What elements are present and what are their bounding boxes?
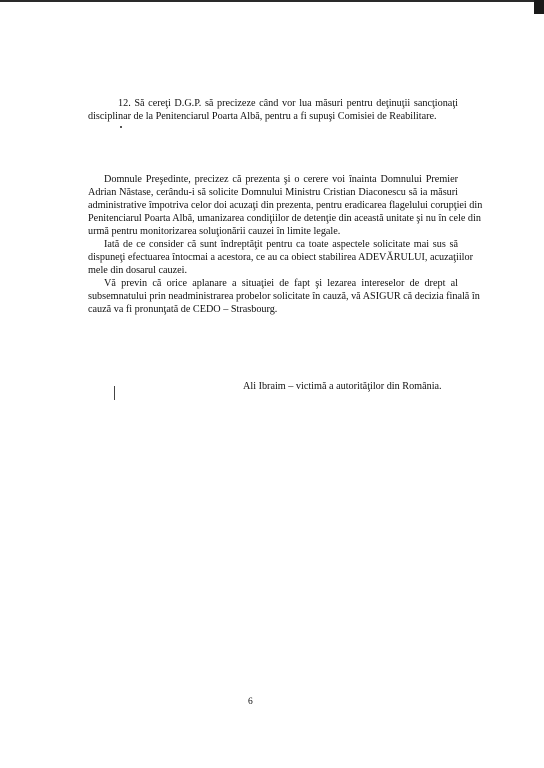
paragraph-1-line-2: Adrian Năstase, cerându-i să solicite Domnului Ministru Cristian Diaconescu să ia măsuri [88, 187, 458, 198]
paragraph-2-line-2: dispuneţi efectuarea întocmai a acestora, ce au ca obiect stabilirea ADEVĂRULUI, acuzaţiilor [88, 252, 473, 263]
scan-mark [114, 386, 115, 400]
paragraph-3-line-3: cauză va fi pronunţată de CEDO – Strasbourg. [88, 304, 278, 315]
scan-speck [120, 126, 122, 128]
paragraph-1-line-4: Penitenciarul Poarta Albă, umanizarea condiţiilor de detenţie din această unitate şi nu în cele din [88, 213, 481, 224]
paragraph-1-line-5: urmă pentru monitorizarea soluţionării cauzei în limite legale. [88, 226, 341, 237]
paragraph-3-line-1: Vă previn că orice aplanare a situaţiei de fapt şi lezarea intereselor de drept al [104, 278, 458, 289]
paragraph-1-line-3: administrative împotriva celor doi acuzaţi din prezenta, pentru eradicarea flagelului corupţiei din [88, 200, 483, 211]
page-top-edge [0, 0, 544, 2]
item-12-line-1: 12. Să cereţi D.G.P. să precizeze când vor lua măsuri pentru deţinuţii sancţionaţi [118, 98, 458, 109]
item-12-paragraph [88, 97, 458, 123]
page-number: 6 [248, 697, 253, 707]
signature-line: Ali Ibraim – victimă a autorităţilor din România. [243, 381, 442, 392]
scan-corner-mark [534, 0, 544, 14]
paragraph-2-line-3: mele din dosarul cauzei. [88, 265, 188, 276]
paragraph-1-line-1: Domnule Preşedinte, precizez că prezenta şi o cerere voi înainta Domnului Premier [104, 174, 458, 185]
paragraph-2-line-1: Iată de ce consider că sunt îndreptăţit pentru ca toate aspectele solicitate mai sus să [104, 239, 458, 250]
paragraph-3-line-2: subsemnatului prin neadministrarea probelor solicitate în cauză, vă ASIGUR că decizia finală în [88, 291, 480, 302]
body-text [88, 173, 483, 316]
item-12-line-2: disciplinar de la Penitenciarul Poarta Albă, pentru a fi supuşi Comisiei de Reabilitare. [88, 111, 437, 122]
